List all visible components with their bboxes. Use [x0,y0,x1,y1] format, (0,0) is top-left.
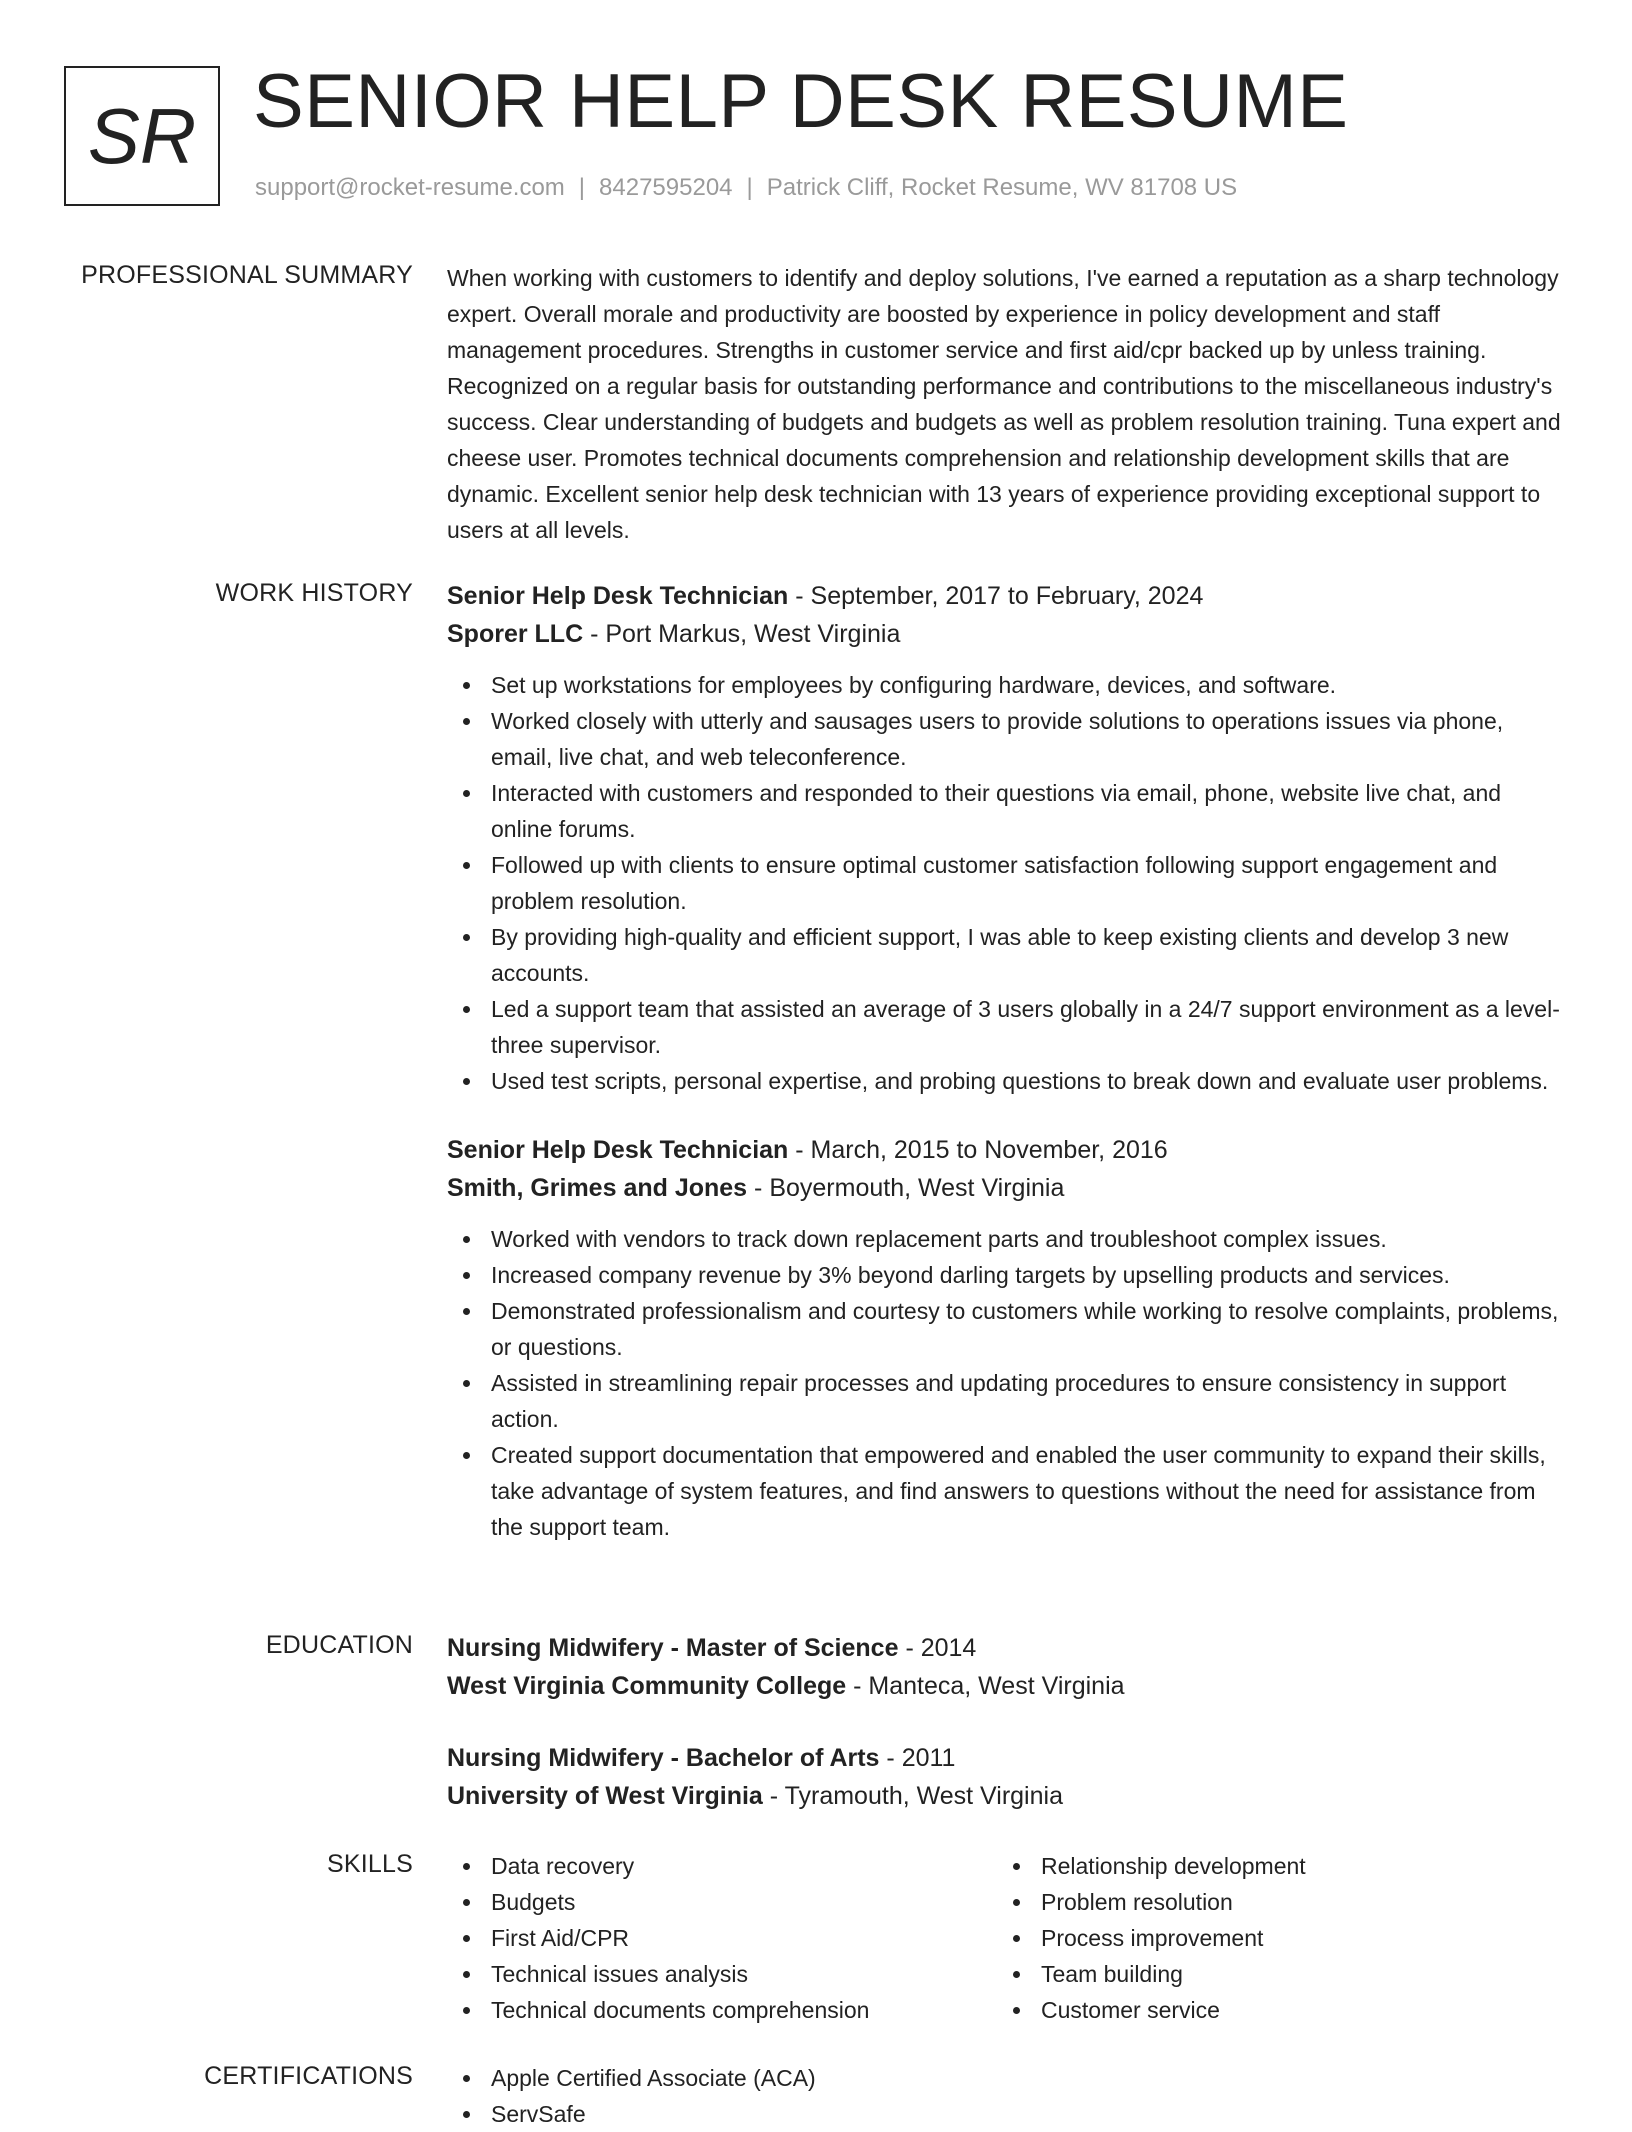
job-entry [447,577,1567,1099]
certifications-list [447,2060,1567,2132]
contact-address: Patrick Cliff, Rocket Resume, WV 81708 US [766,174,1238,201]
list-item: Created support documentation that empowered and enabled the user community to expand their skills, take advantage of system features, and find answers to questions without the need for assistance from the support team. [447,1437,1567,1545]
list-item: Interacted with customers and responded to their questions via email, phone, website live chat, and online forums. [447,775,1567,847]
education-entry [447,1739,1567,1815]
list-item: ServSafe [447,2096,1567,2132]
job-entry [447,1131,1567,1545]
list-item: Technical issues analysis [447,1956,997,1992]
education-heading [447,1629,1567,1667]
monogram-box [64,66,220,206]
work-body [447,577,1567,1545]
job-employer [447,615,1567,653]
certifications-body [447,2060,1567,2132]
list-item: Data recovery [447,1848,997,1884]
contact-line [255,174,1237,202]
education-year: - 2014 [905,1634,977,1662]
section-label-education: EDUCATION [265,1631,413,1659]
section-label-certifications: CERTIFICATIONS [204,2062,413,2090]
job-location: - Port Markus, West Virginia [590,620,901,648]
summary-text: When working with customers to identify and deploy solutions, I've earned a reputation as a sharp technology expert. Overall morale and productivity are boosted by experience in policy development and staff management procedures. Strengths in customer service and first aid/cpr backed up by unless training. Recognized on a regular basis for outstanding performance and contributions to the miscellaneous industry's success. Clear understanding of budgets and budgets as well as problem resolution training. Tuna expert and cheese user. Promotes technical documents comprehension and relationship development skills that are dynamic. Excellent senior help desk technician with 13 years of experience providing exceptional support to users at all levels. [447,265,1561,543]
list-item: Problem resolution [997,1884,1547,1920]
job-title: Senior Help Desk Technician [447,1136,789,1164]
education-location: - Tyramouth, West Virginia [769,1782,1063,1810]
list-item: Increased company revenue by 3% beyond darling targets by upselling products and services. [447,1257,1567,1293]
list-item: Team building [997,1956,1547,1992]
list-item: Customer service [997,1992,1547,2028]
section-label-work: WORK HISTORY [215,579,413,607]
education-school: West Virginia Community College [447,1672,847,1700]
education-school: University of West Virginia [447,1782,763,1810]
list-item: Assisted in streamlining repair processes and updating procedures to ensure consistency in support action. [447,1365,1567,1437]
resume-title: SENIOR HELP DESK RESUME [253,59,1349,144]
job-heading [447,577,1567,615]
list-item: By providing high-quality and efficient support, I was able to keep existing clients and develop 3 new accounts. [447,919,1567,991]
job-employer [447,1169,1567,1207]
section-label-skills: SKILLS [327,1850,413,1878]
education-location: - Manteca, West Virginia [853,1672,1125,1700]
education-heading [447,1739,1567,1777]
education-school-line [447,1777,1567,1815]
list-item: Worked with vendors to track down replacement parts and troubleshoot complex issues. [447,1221,1567,1257]
skills-list-left [447,1848,997,2028]
list-item: Apple Certified Associate (ACA) [447,2060,1567,2096]
contact-phone: 8427595204 [599,174,733,201]
list-item: Led a support team that assisted an average of 3 users globally in a 24/7 support environment as a level-three supervisor. [447,991,1567,1063]
contact-separator: | [746,174,753,201]
list-item: First Aid/CPR [447,1920,997,1956]
list-item: Followed up with clients to ensure optimal customer satisfaction following support engagement and problem resolution. [447,847,1567,919]
skills-list-right [997,1848,1547,2028]
education-body [447,1629,1567,1815]
contact-separator: | [578,174,586,201]
list-item: Relationship development [997,1848,1547,1884]
list-item: Process improvement [997,1920,1547,1956]
job-heading [447,1131,1567,1169]
monogram-initials: SR [87,91,197,180]
section-label-summary: PROFESSIONAL SUMMARY [81,261,413,289]
list-item: Technical documents comprehension [447,1992,997,2028]
list-item: Demonstrated professionalism and courtesy to customers while working to resolve complaints, problems, or questions. [447,1293,1567,1365]
job-dates: - September, 2017 to February, 2024 [795,582,1204,610]
education-year: - 2011 [886,1744,956,1772]
job-location: - Boyermouth, West Virginia [754,1174,1065,1202]
list-item: Budgets [447,1884,997,1920]
education-school-line [447,1667,1567,1705]
education-entry [447,1629,1567,1705]
job-duties [447,667,1567,1099]
summary-body [447,260,1567,548]
job-company: Smith, Grimes and Jones [447,1174,748,1202]
job-company: Sporer LLC [447,620,584,648]
education-degree: Nursing Midwifery - Master of Science [447,1634,899,1662]
job-duties [447,1221,1567,1545]
skills-body [447,1848,1567,2028]
list-item: Used test scripts, personal expertise, and probing questions to break down and evaluate user problems. [447,1063,1567,1099]
education-degree: Nursing Midwifery - Bachelor of Arts [447,1744,880,1772]
contact-email: support@rocket-resume.com [255,174,565,201]
job-dates: - March, 2015 to November, 2016 [795,1136,1168,1164]
list-item: Worked closely with utterly and sausages users to provide solutions to operations issues via phone, email, live chat, and web teleconference. [447,703,1567,775]
list-item: Set up workstations for employees by configuring hardware, devices, and software. [447,667,1567,703]
job-title: Senior Help Desk Technician [447,582,789,610]
